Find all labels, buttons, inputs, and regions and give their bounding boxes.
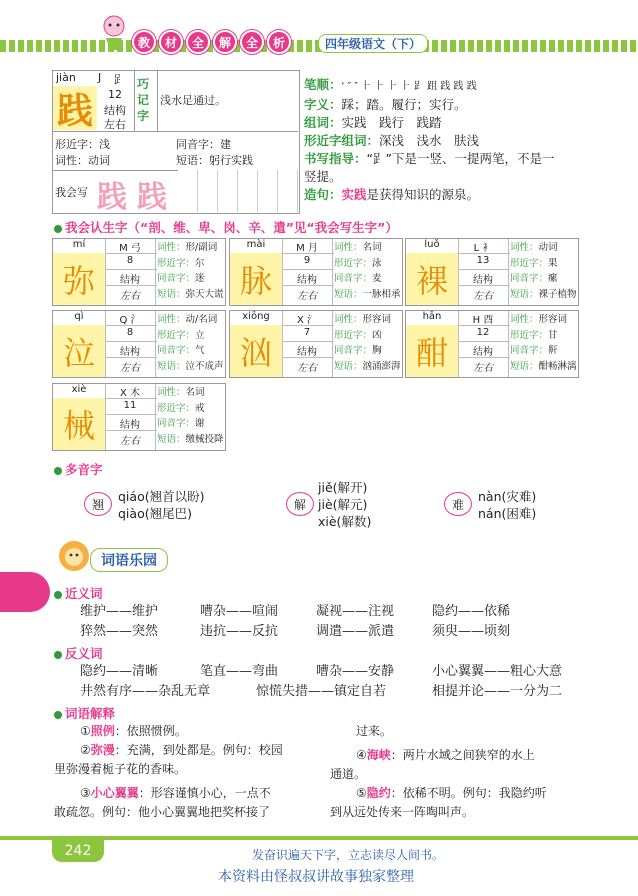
card-phrase: 裸子植物	[538, 288, 577, 300]
explain-text: ：两片水域之间狭窄的水上	[390, 748, 535, 762]
synonym-pair: 凝视——注视	[316, 604, 395, 619]
synonym-pair: 隐约——依稀	[432, 604, 511, 619]
card-strokes: 7	[303, 327, 311, 338]
main-structure: 左右	[104, 118, 126, 131]
card-pinyin: xiōng	[242, 311, 270, 322]
explain-text-cont: 到从远处传来一阵啕叫声。	[330, 805, 475, 819]
card-structure: 左右	[297, 291, 317, 302]
pos-label: 词性：	[55, 154, 88, 167]
write-sample-2: 践	[137, 180, 167, 215]
explain-num: ⑤	[356, 786, 367, 800]
card-similar-label: 形近字：	[157, 402, 196, 414]
section-multi: 多音字	[54, 460, 103, 478]
main-radical-letter: J	[98, 71, 102, 84]
explain-num: ①	[80, 724, 91, 738]
guide-label: 书写指导：	[304, 151, 367, 166]
meaning-text: 踩；踏。履行；实行。	[341, 97, 467, 112]
card-phrase-label: 短语：	[334, 360, 363, 372]
header-char: 全	[240, 30, 264, 54]
antonym-pair: 小心翼翼——粗心大意	[432, 664, 563, 679]
main-pinyin: jiàn	[56, 71, 76, 84]
bullet-icon	[54, 467, 62, 475]
header-char: 全	[186, 30, 210, 54]
card-strokes: 11	[123, 400, 137, 411]
words-text: 实践 践行 践踏	[341, 115, 442, 130]
card-char: 弥	[53, 253, 105, 305]
synonym-pair: 须臾——顷刻	[432, 624, 511, 639]
section-explain: 词语解释	[54, 704, 115, 722]
card-homophone: 鼾	[548, 345, 558, 356]
explain-text: ：形容谨慎小心，一点不	[138, 786, 271, 800]
card-pinyin: luǒ	[424, 239, 440, 250]
card-pos-label: 词性：	[334, 242, 363, 253]
card-homophone-label: 同音字：	[334, 273, 373, 284]
card-phrase: 汹涌澎湃	[362, 360, 401, 372]
explain-text-cont: 里弥漫着栀子花的香味。	[54, 762, 187, 776]
card-radical: M 弓	[119, 243, 141, 254]
sentence-key: 实践	[341, 187, 367, 202]
card-homophone-label: 同音字：	[334, 345, 373, 356]
similar-value: 浅	[99, 138, 110, 151]
card-similar: 凶	[372, 329, 382, 341]
header-title	[132, 30, 291, 54]
multi-char-3: 难	[444, 492, 472, 516]
explain-word: 隐约	[366, 786, 391, 800]
card-structure: 左右	[473, 291, 493, 302]
explain-text-cont: 通道。	[330, 767, 367, 781]
card-similar: 戒	[195, 402, 205, 414]
card-phrase: 一脉相承	[362, 288, 401, 300]
multi-reading: qiáo(翘首以盼)	[118, 489, 205, 504]
card-radical: M 月	[296, 243, 318, 254]
card-homophone: 胸	[372, 345, 382, 356]
card-structure: 左右	[473, 363, 493, 374]
card-radical: H 酉	[472, 315, 494, 326]
card-phrase-label: 短语：	[510, 360, 539, 372]
card-similar-label: 形近字：	[334, 257, 373, 269]
bullet-icon	[54, 591, 62, 599]
antonym-pair: 嘈杂——安静	[316, 664, 395, 679]
antonym-pair: 相提并论——一分为二	[432, 684, 563, 699]
section-synonym: 近义词	[54, 584, 103, 602]
explain-word: 弥漫	[90, 743, 115, 757]
explain-num: ②	[80, 743, 91, 757]
card-pos-label: 词性：	[157, 242, 186, 253]
guide-text: “𧾷”下是一竖、一提两笔，不是一	[366, 151, 555, 166]
card-structure-label: 结构	[120, 420, 140, 431]
header-char: 材	[159, 30, 183, 54]
card-strokes: 9	[303, 255, 311, 266]
homophone-value: 建	[220, 138, 231, 151]
antonym-pair: 笔直——弯曲	[200, 664, 279, 679]
card-pinyin: qì	[74, 311, 84, 322]
mnemonic-text: 浅水足通过。	[160, 94, 226, 107]
guide-text-cont: 竖提。	[304, 169, 342, 184]
card-strokes: 8	[126, 327, 134, 338]
sentence-text: 是获得知识的源泉。	[366, 187, 480, 202]
card-structure-label: 结构	[120, 275, 140, 286]
explain-text: ：依稀不明。例句：我隐约听	[390, 786, 547, 800]
stroke-order: ' ″ ″ ⺊ ⺊ ⺊ ⺊ 𧾷 跙 践 践 践	[341, 81, 477, 92]
bullet-icon	[54, 711, 62, 719]
card-structure: 左右	[120, 436, 140, 447]
card-strokes: 13	[476, 255, 490, 266]
main-structure-label: 结构	[104, 104, 126, 117]
card-phrase: 弥天大谎	[185, 288, 224, 300]
multi-reading: jiě(解开)	[318, 480, 368, 495]
card-char: 汹	[230, 325, 282, 377]
write-label: 我会写	[55, 186, 88, 199]
multi-char-2: 解	[286, 492, 314, 516]
card-pos: 名词	[362, 242, 382, 253]
main-strokes: 12	[108, 88, 122, 101]
card-homophone: 迷	[195, 273, 205, 284]
card-similar-label: 形近字：	[157, 257, 196, 269]
card-homophone-label: 同音字：	[157, 273, 196, 284]
card-pinyin: hān	[422, 311, 442, 322]
homophone-label: 同音字：	[176, 138, 220, 151]
meaning-label: 字义：	[304, 97, 342, 112]
mascot-icon	[96, 12, 132, 52]
card-similar: 甘	[548, 329, 558, 341]
bullet-icon	[54, 651, 62, 659]
phrase-value: 躬行实践	[209, 154, 253, 167]
explain-word: 小心翼翼	[90, 786, 139, 800]
card-homophone-label: 同音字：	[157, 418, 196, 429]
words-label: 组词：	[304, 115, 342, 130]
antonym-pair: 隐约——清晰	[80, 664, 159, 679]
header-char: 教	[132, 30, 156, 54]
multi-reading: nàn(灾难)	[478, 489, 537, 504]
mnemonic-label: 巧记字	[137, 77, 150, 123]
card-similar: 泳	[372, 257, 382, 269]
card-phrase-label: 短语：	[510, 288, 539, 300]
char-card	[405, 238, 579, 306]
card-pos: 形容词	[362, 314, 392, 325]
write-sample-1: 践	[97, 180, 127, 215]
card-structure-label: 结构	[297, 275, 317, 286]
explain-word: 照例	[90, 724, 115, 738]
card-homophone: 谢	[195, 418, 205, 429]
explain-text: ：依照惯例。	[114, 724, 187, 738]
card-similar-label: 形近字：	[510, 257, 549, 269]
card-phrase: 泣不成声	[185, 360, 224, 372]
card-pos: 动/名词	[185, 314, 218, 325]
synonym-pair: 嘈杂——喧闹	[200, 604, 279, 619]
card-radical: L 衤	[473, 243, 493, 254]
similar-words-text: 深浅 浅水 肤浅	[379, 133, 480, 148]
synonym-pair: 违抗——反抗	[200, 624, 279, 639]
explain-num: ③	[80, 786, 91, 800]
section-words-title: 词语乐园	[90, 548, 168, 572]
header-char: 析	[267, 30, 291, 54]
card-radical: X 木	[119, 388, 141, 399]
card-pos-label: 词性：	[510, 242, 539, 253]
card-structure-label: 结构	[297, 347, 317, 358]
card-similar: 果	[548, 257, 558, 269]
multi-char-1: 翘	[84, 492, 112, 516]
card-homophone: 瘰	[548, 273, 558, 284]
card-strokes: 8	[126, 255, 134, 266]
card-pos: 动词	[538, 242, 558, 253]
char-card	[52, 310, 226, 378]
card-pos-label: 词性：	[157, 387, 186, 398]
card-pos-label: 词性：	[334, 314, 363, 325]
card-char: 脉	[230, 253, 282, 305]
card-pinyin: mài	[246, 239, 266, 250]
explain-text: ：充满，到处都是。例句：校园	[114, 743, 283, 757]
lion-mascot-icon	[56, 538, 92, 574]
explain-word: 海峡	[366, 748, 391, 762]
explain-text-cont: 过来。	[356, 724, 393, 738]
card-phrase: 酣畅淋漓	[538, 360, 577, 372]
card-homophone-label: 同音字：	[157, 345, 196, 356]
card-radical: X 氵	[296, 315, 318, 326]
card-homophone-label: 同音字：	[510, 273, 549, 284]
card-pos-label: 词性：	[510, 314, 539, 325]
card-char: 酣	[406, 325, 458, 377]
pos-value: 动词	[88, 154, 110, 167]
similar-label: 形近字：	[55, 138, 99, 151]
main-char: 践	[53, 86, 97, 130]
main-radical: 𧾷	[114, 73, 125, 86]
card-similar-label: 形近字：	[334, 329, 373, 341]
page-number: 242	[52, 840, 104, 862]
stroke-label: 笔顺：	[304, 77, 342, 92]
char-card	[52, 238, 226, 306]
card-pos: 名词	[185, 387, 205, 398]
multi-reading: jiè(解元)	[318, 497, 368, 512]
card-structure: 左右	[297, 363, 317, 374]
card-pinyin: mí	[72, 239, 86, 250]
card-similar: 尔	[195, 257, 205, 269]
card-char: 裸	[406, 253, 458, 305]
card-strokes: 12	[476, 327, 490, 338]
card-structure-label: 结构	[473, 275, 493, 286]
card-similar-label: 形近字：	[510, 329, 549, 341]
card-similar-label: 形近字：	[157, 329, 196, 341]
section-recognize: 我会认生字（“剖、维、卑、岗、辛、遣”见“我会写生字”）	[54, 218, 398, 236]
multi-reading: xiè(解数)	[318, 514, 372, 529]
synonym-pair: 调遣——派遣	[316, 624, 395, 639]
card-pos: 形容词	[538, 314, 568, 325]
card-structure: 左右	[120, 363, 140, 374]
section-antonym: 反义词	[54, 644, 103, 662]
antonym-pair: 惊慌失措——镇定自若	[256, 684, 387, 699]
card-radical: Q 氵	[119, 315, 141, 326]
card-pos: 形/副词	[185, 242, 218, 253]
card-similar: 立	[195, 329, 205, 341]
footer-slogan: 发奋识遍天下字，立志读尽人间书。	[252, 848, 445, 862]
card-pinyin: xiè	[71, 384, 87, 395]
sentence-label: 造句：	[304, 187, 342, 202]
bullet-icon	[54, 225, 62, 233]
footer-note: 本资料由怪叔叔讲故事独家整理	[218, 869, 414, 885]
char-card	[52, 383, 226, 451]
multi-reading: nán(困难)	[478, 506, 537, 521]
card-char: 械	[53, 398, 105, 450]
multi-reading: qiào(翘尾巴)	[118, 506, 192, 521]
card-pos-label: 词性：	[157, 314, 186, 325]
card-homophone: 气	[195, 345, 205, 356]
card-structure: 左右	[120, 291, 140, 302]
phrase-label: 短语：	[176, 154, 209, 167]
card-structure-label: 结构	[120, 347, 140, 358]
card-phrase-label: 短语：	[334, 288, 363, 300]
card-phrase-label: 短语：	[157, 288, 186, 300]
card-phrase: 缴械投降	[185, 433, 224, 445]
explain-num: ④	[356, 748, 367, 762]
card-phrase-label: 短语：	[157, 433, 186, 445]
char-card	[229, 310, 403, 378]
synonym-pair: 维护——维护	[80, 604, 159, 619]
card-phrase-label: 短语：	[157, 360, 186, 372]
synonym-pair: 猝然——突然	[80, 624, 159, 639]
card-homophone: 麦	[372, 273, 382, 284]
card-structure-label: 结构	[473, 347, 493, 358]
card-char: 泣	[53, 325, 105, 377]
antonym-pair: 井然有序——杂乱无章	[80, 684, 211, 699]
header-char: 解	[213, 30, 237, 54]
explain-text-cont: 敢疏忽。例句：他小心翼翼地把奖杯接了	[54, 805, 271, 819]
char-card	[229, 238, 403, 306]
card-homophone-label: 同音字：	[510, 345, 549, 356]
similar-words-label: 形近字组词：	[304, 133, 380, 148]
side-tab	[0, 572, 50, 612]
char-card	[405, 310, 579, 378]
header-subtitle: 四年级语文（下）	[318, 34, 428, 53]
